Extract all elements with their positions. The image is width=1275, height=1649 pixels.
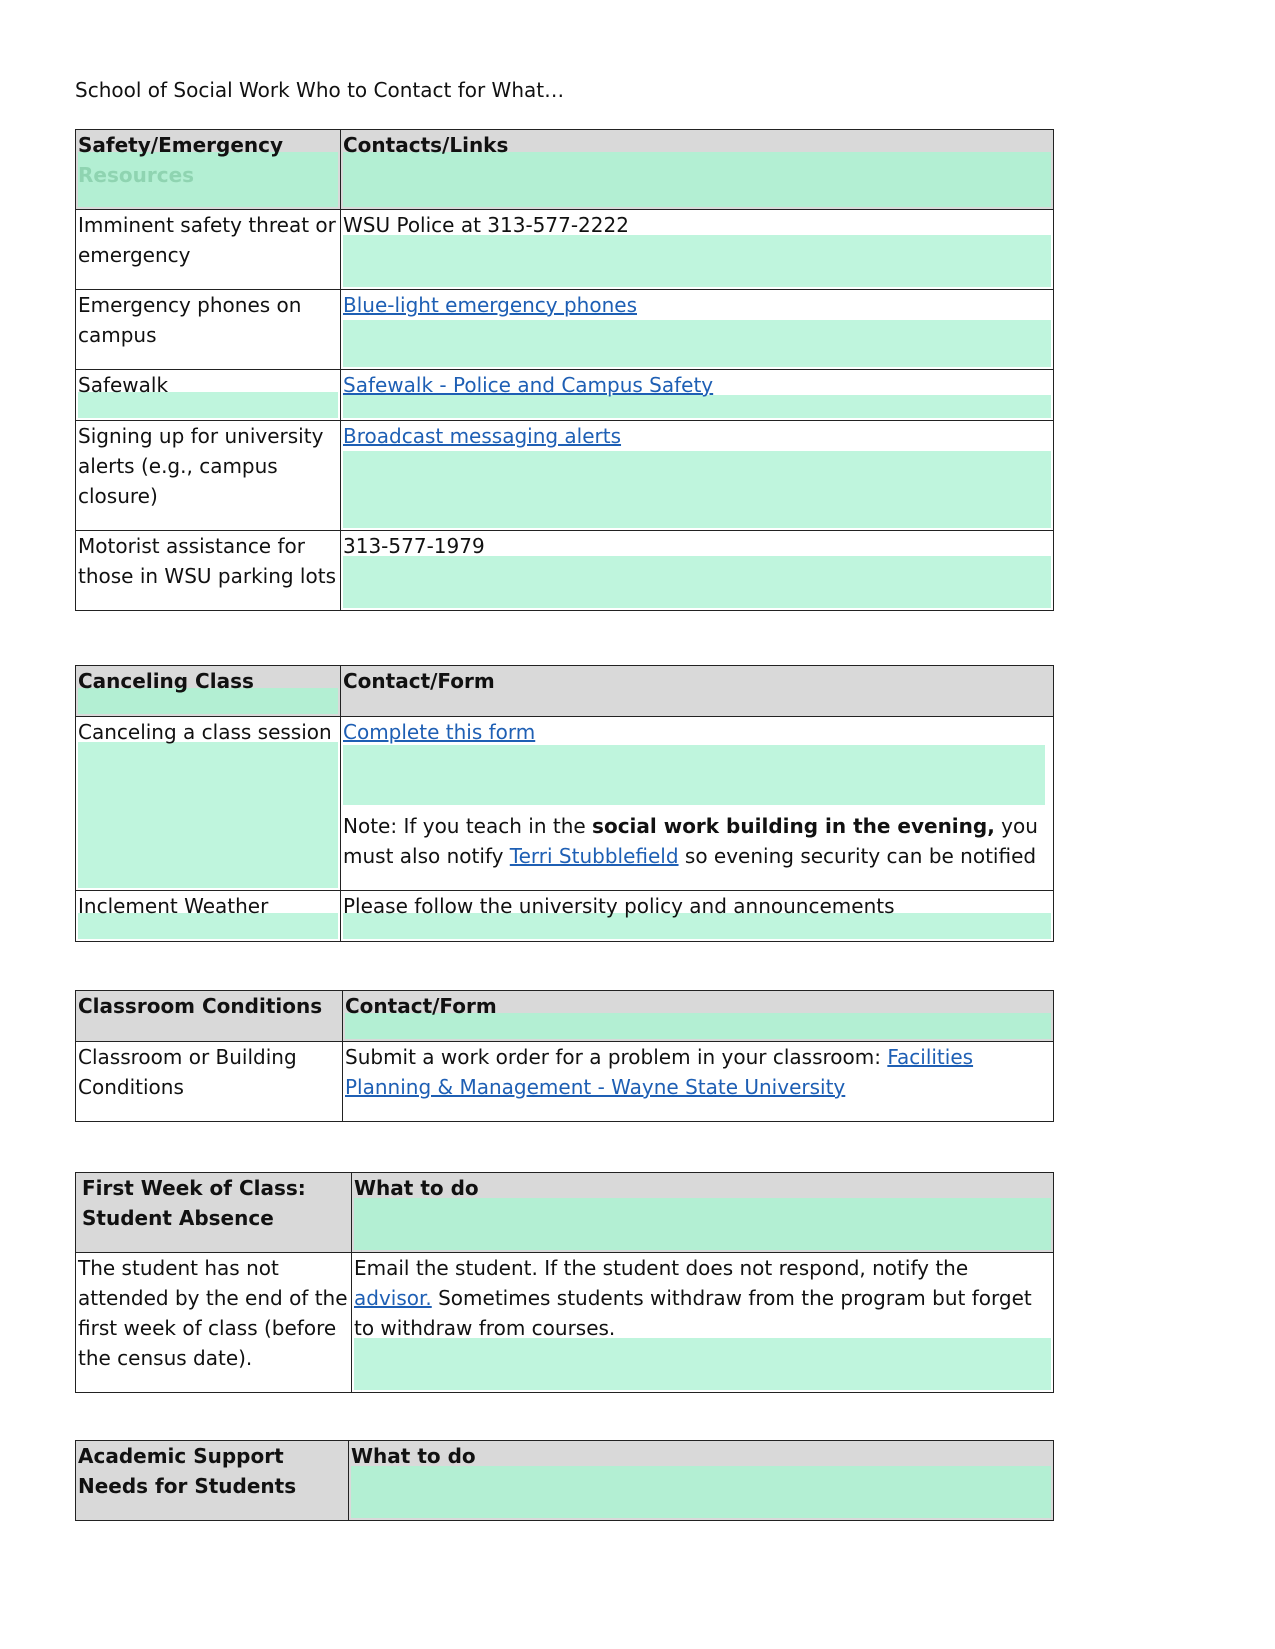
table-row xyxy=(76,370,1054,421)
row-label-cell xyxy=(76,891,341,942)
table-row xyxy=(76,210,1054,290)
advisor-link[interactable]: advisor. xyxy=(354,1286,432,1310)
table-row xyxy=(76,1042,1054,1122)
header-label: Safety/Emergency xyxy=(78,133,284,157)
table-header-row xyxy=(76,991,1054,1042)
row-label-cell xyxy=(76,531,341,611)
safety-emergency-table xyxy=(75,129,1054,611)
header-cell xyxy=(349,1441,1054,1521)
safewalk-link[interactable]: Safewalk - Police and Campus Safety xyxy=(343,373,714,397)
terri-stubblefield-link[interactable]: Terri Stubblefield xyxy=(509,844,679,868)
row-label: Classroom or Building Conditions xyxy=(78,1045,297,1099)
row-label: Signing up for university alerts (e.g., campus closure) xyxy=(78,424,324,508)
header-label: What to do xyxy=(354,1176,479,1200)
contact-cell xyxy=(341,421,1054,531)
note-bold-text: social work building in the evening, xyxy=(592,814,995,838)
contact-text: Please follow the university policy and announcements xyxy=(343,894,895,918)
blue-light-phones-link[interactable]: Blue-light emergency phones xyxy=(343,293,637,317)
contact-text: Sometimes students withdraw from the program but forget to withdraw from courses. xyxy=(354,1286,1032,1340)
header-cell xyxy=(352,1173,1054,1253)
row-label-cell xyxy=(76,370,341,421)
row-label: Canceling a class session xyxy=(78,720,332,744)
header-label: Contact/Form xyxy=(345,994,497,1018)
header-cell xyxy=(76,130,341,210)
row-label-cell xyxy=(76,210,341,290)
table-row xyxy=(76,531,1054,611)
header-label: Contacts/Links xyxy=(343,133,509,157)
table-row xyxy=(76,421,1054,531)
contact-cell xyxy=(352,1253,1054,1393)
contact-text: WSU Police at 313-577-2222 xyxy=(343,213,629,237)
row-label: Motorist assistance for those in WSU parking lots xyxy=(78,534,336,588)
contact-cell xyxy=(343,1042,1054,1122)
header-cell xyxy=(76,666,341,717)
note-text: so evening security can be notified xyxy=(678,844,1037,868)
academic-support-table xyxy=(75,1440,1054,1521)
header-label: Classroom Conditions xyxy=(78,994,323,1018)
contact-cell xyxy=(341,210,1054,290)
header-cell xyxy=(343,991,1054,1042)
cancel-class-form-link[interactable]: Complete this form xyxy=(343,720,536,744)
row-label: Imminent safety threat or emergency xyxy=(78,213,336,267)
row-label: Inclement Weather xyxy=(78,894,269,918)
row-label: Safewalk xyxy=(78,373,169,397)
canceling-class-table xyxy=(75,665,1054,942)
header-label: Canceling Class xyxy=(78,669,254,693)
contact-cell xyxy=(341,891,1054,942)
header-label: What to do xyxy=(351,1444,476,1468)
evening-note xyxy=(343,811,1051,871)
first-week-absence-table xyxy=(75,1172,1054,1393)
row-label-cell xyxy=(76,421,341,531)
table-row xyxy=(76,891,1054,942)
document-title: School of Social Work Who to Contact for What… xyxy=(75,78,565,102)
table-header-row xyxy=(76,130,1054,210)
table-row xyxy=(76,290,1054,370)
note-text: you must also notify xyxy=(343,814,1038,868)
header-cell xyxy=(341,130,1054,210)
contact-cell xyxy=(341,370,1054,421)
contact-text: 313-577-1979 xyxy=(343,534,485,558)
header-label: Academic Support Needs for Students xyxy=(78,1444,297,1498)
contact-text: Submit a work order for a problem in your classroom: xyxy=(345,1045,888,1069)
row-label-cell xyxy=(76,290,341,370)
contact-cell xyxy=(341,290,1054,370)
contact-cell xyxy=(341,717,1054,891)
table-header-row xyxy=(76,1441,1054,1521)
table-header-row xyxy=(76,1173,1054,1253)
broadcast-alerts-link[interactable]: Broadcast messaging alerts xyxy=(343,424,622,448)
row-label-cell xyxy=(76,1042,343,1122)
row-label: Emergency phones on campus xyxy=(78,293,302,347)
table-header-row xyxy=(76,666,1054,717)
header-cell xyxy=(341,666,1054,717)
classroom-conditions-table xyxy=(75,990,1054,1122)
header-label-faint: Resources xyxy=(78,163,195,187)
header-cell xyxy=(76,1173,352,1253)
contact-cell xyxy=(341,531,1054,611)
note-text: Note: If you teach in the xyxy=(343,814,593,838)
contact-text: Email the student. If the student does not respond, notify the xyxy=(354,1256,969,1280)
header-cell xyxy=(76,991,343,1042)
row-label: The student has not attended by the end of the first week of class (before the census date). xyxy=(78,1256,348,1370)
table-row xyxy=(76,717,1054,891)
facilities-planning-link[interactable]: Facilities Planning & Management - Wayne State University xyxy=(345,1045,974,1099)
header-cell xyxy=(76,1441,349,1521)
row-label-cell xyxy=(76,717,341,891)
row-label-cell xyxy=(76,1253,352,1393)
header-label: Contact/Form xyxy=(343,669,495,693)
table-row xyxy=(76,1253,1054,1393)
header-label: First Week of Class: Student Absence xyxy=(82,1176,306,1230)
